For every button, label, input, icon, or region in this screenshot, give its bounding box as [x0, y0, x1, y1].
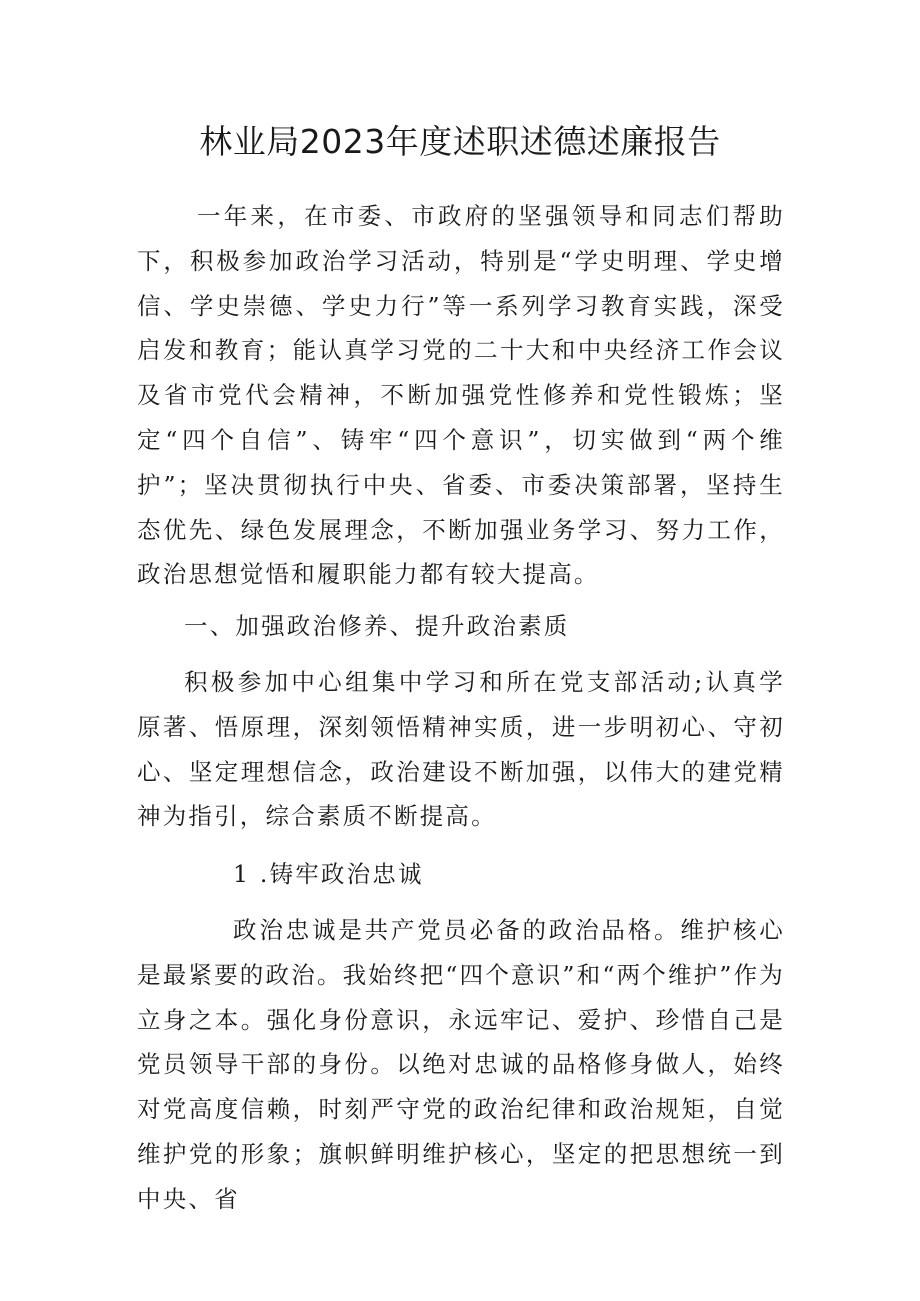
- section-paragraph: 积极参加中心组集中学习和所在党支部活动;认真学原著、悟原理，深刻领悟精神实质，进一步明初心、守初心、坚定理想信念，政治建设不断加强，以伟大的建党精神为指引，综合素质不断提高。: [137, 668, 785, 831]
- subsection-paragraph: 政治忠诚是共产党员必备的政治品格。维护核心是最紧要的政治。我始终把“四个意识”和“两个维护”作为立身之本。强化身份意识，永远牢记、爱护、珍惜自己是党员领导干部的身份。以绝对忠诚的品格修身做人，始终对党高度信赖，时刻严守党的政治纪律和政治规矩，自觉维护党的形象；旗帜鲜明维护核心，坚定的把思想统一到中央、省: [137, 916, 785, 1213]
- section-heading: 一、加强政治修养、提升政治素质: [184, 612, 570, 640]
- subsection-heading: 1 .铸牢政治忠诚: [233, 860, 424, 888]
- document-title: 林业局2023年度述职述德述廉报告: [199, 122, 721, 161]
- intro-paragraph: 一年来，在市委、市政府的坚强领导和同志们帮助下，积极参加政治学习活动，特别是“学史明理、学史增信、学史崇德、学史力行”等一系列学习教育实践，深受启发和教育；能认真学习党的二十大和中央经济工作会议及省市党代会精神，不断加强党性修养和党性锻炼；坚定“四个自信”、铸牢“四个意识”，切实做到“两个维护”；坚决贯彻执行中央、省委、市委决策部署，坚持生态优先、绿色发展理念，不断加强业务学习、努力工作，政治思想觉悟和履职能力都有较大提高。: [137, 202, 785, 589]
